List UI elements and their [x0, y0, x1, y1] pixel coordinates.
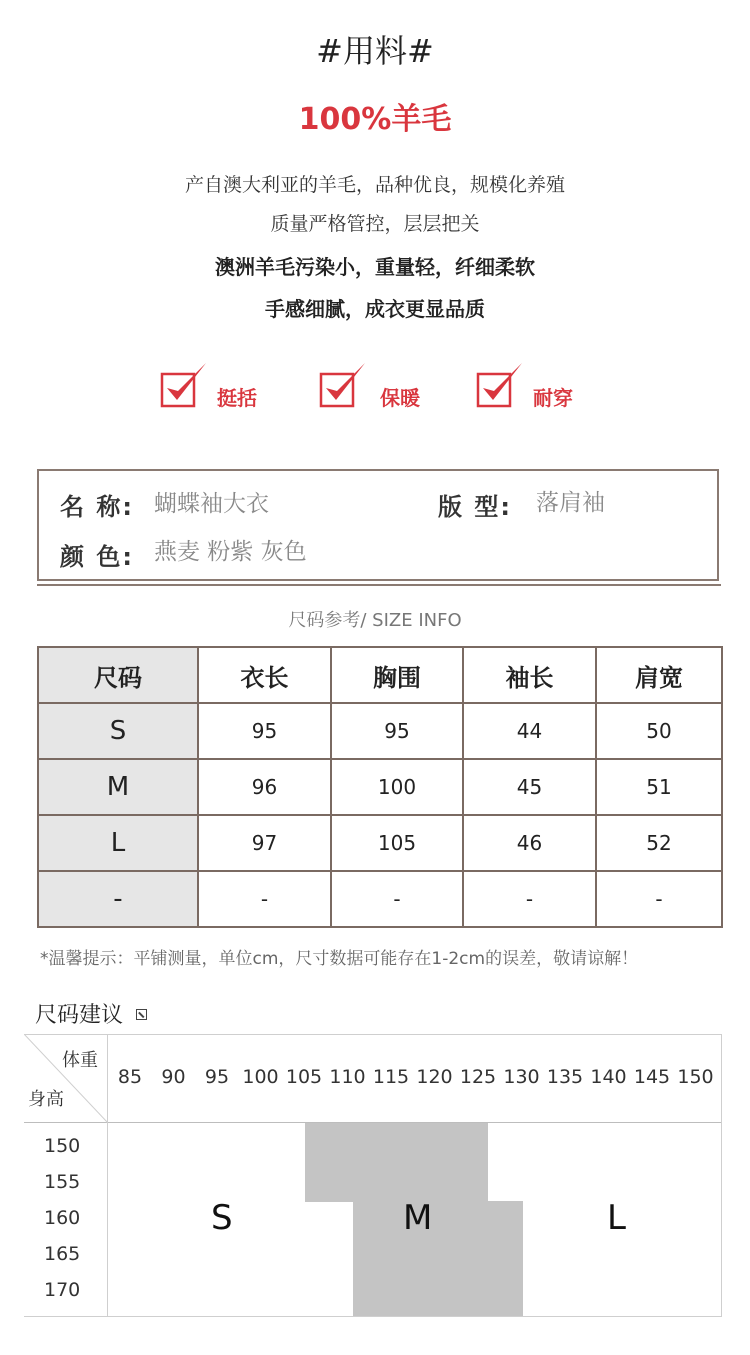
feature-label: 挺括: [217, 386, 257, 410]
table-header-row: [38, 647, 722, 703]
table-cell: -: [198, 871, 331, 927]
grid-line: [721, 1034, 722, 1316]
product-info-box: [37, 469, 719, 581]
weight-tick-label: 145: [633, 1066, 671, 1088]
table-cell: 105: [331, 815, 463, 871]
name-label: 名 称:: [60, 493, 134, 521]
weight-tick-label: 150: [677, 1066, 714, 1088]
size-zone-m-label: M: [403, 1198, 433, 1238]
weight-tick-label: 125: [459, 1066, 497, 1088]
feature-label: 耐穿: [533, 386, 573, 410]
table-cell: 52: [596, 815, 722, 871]
table-cell: 95: [331, 703, 463, 759]
table-cell: 51: [596, 759, 722, 815]
size-cell: M: [38, 759, 198, 815]
size-cell: S: [38, 703, 198, 759]
column-header: 袖长: [463, 647, 596, 703]
weight-tick-label: 140: [590, 1066, 627, 1088]
size-info-caption: 尺码参考/ SIZE INFO: [288, 610, 462, 631]
height-tick-label: 160: [44, 1207, 81, 1229]
table-cell: 95: [198, 703, 331, 759]
weight-tick-label: 130: [503, 1066, 540, 1088]
divider: [37, 584, 721, 586]
weight-axis-label: 体重: [62, 1050, 98, 1071]
checkbox-check-icon: [319, 360, 369, 410]
table-cell: 45: [463, 759, 596, 815]
size-zone-m-block: [353, 1201, 523, 1316]
table-cell: 46: [463, 815, 596, 871]
size-cell: L: [38, 815, 198, 871]
color-label: 颜 色:: [60, 543, 134, 571]
weight-tick-label: 110: [329, 1066, 366, 1088]
weight-tick-label: 115: [372, 1066, 410, 1088]
size-table: [37, 646, 723, 928]
grid-line: [24, 1316, 722, 1317]
height-tick-label: 155: [44, 1171, 81, 1193]
table-row: [38, 703, 722, 759]
weight-tick-label: 85: [117, 1066, 143, 1088]
weight-tick-label: 90: [161, 1066, 186, 1088]
table-cell: 50: [596, 703, 722, 759]
size-zone-s-label: S: [211, 1198, 233, 1238]
height-axis-label: 身高: [28, 1089, 64, 1110]
table-cell: -: [596, 871, 722, 927]
table-cell: 100: [331, 759, 463, 815]
table-cell: 44: [463, 703, 596, 759]
weight-tick-label: 120: [416, 1066, 453, 1088]
size-zone-m-block: [305, 1123, 488, 1202]
fit-value: 落肩袖: [536, 490, 605, 516]
column-header: 肩宽: [596, 647, 722, 703]
column-header: 胸围: [331, 647, 463, 703]
broken-image-icon: [136, 1009, 147, 1020]
color-value: 燕麦 粉紫 灰色: [154, 539, 307, 565]
table-cell: -: [331, 871, 463, 927]
table-row: [38, 759, 722, 815]
weight-tick-label: 135: [546, 1066, 584, 1088]
checkbox-check-icon: [476, 360, 526, 410]
height-tick-label: 165: [44, 1243, 81, 1265]
material-headline: 100%羊毛: [298, 102, 452, 137]
table-row: [38, 815, 722, 871]
description-line: 产自澳大利亚的羊毛，品种优良，规模化养殖: [184, 174, 565, 196]
grid-line: [24, 1034, 722, 1035]
weight-tick-label: 95: [204, 1066, 230, 1088]
checkbox-check-icon: [160, 360, 210, 410]
size-cell: -: [38, 871, 198, 927]
column-header: 尺码: [38, 647, 198, 703]
table-row: [38, 871, 722, 927]
fit-label: 版 型:: [438, 493, 512, 521]
size-zone-l-label: L: [607, 1198, 626, 1238]
height-tick-label: 170: [44, 1279, 81, 1301]
section-title: #用料#: [316, 32, 434, 70]
weight-tick-label: 105: [285, 1066, 323, 1088]
size-recommendation-title: 尺码建议: [35, 1003, 124, 1028]
measurement-tip: *温馨提示：平铺测量，单位cm，尺寸数据可能存在1-2cm的误差，敬请谅解！: [40, 949, 639, 969]
grid-line: [24, 1122, 722, 1123]
name-value: 蝴蝶袖大衣: [154, 491, 269, 517]
column-header: 衣长: [198, 647, 331, 703]
feature-label: 保暖: [380, 386, 420, 410]
table-cell: -: [463, 871, 596, 927]
description-line-bold: 手感细腻，成衣更显品质: [265, 297, 485, 321]
table-cell: 96: [198, 759, 331, 815]
weight-tick-label: 100: [242, 1066, 279, 1088]
description-line-bold: 澳洲羊毛污染小，重量轻，纤细柔软: [215, 255, 535, 279]
height-tick-label: 150: [44, 1135, 81, 1157]
table-cell: 97: [198, 815, 331, 871]
description-line: 质量严格管控，层层把关: [270, 213, 480, 235]
